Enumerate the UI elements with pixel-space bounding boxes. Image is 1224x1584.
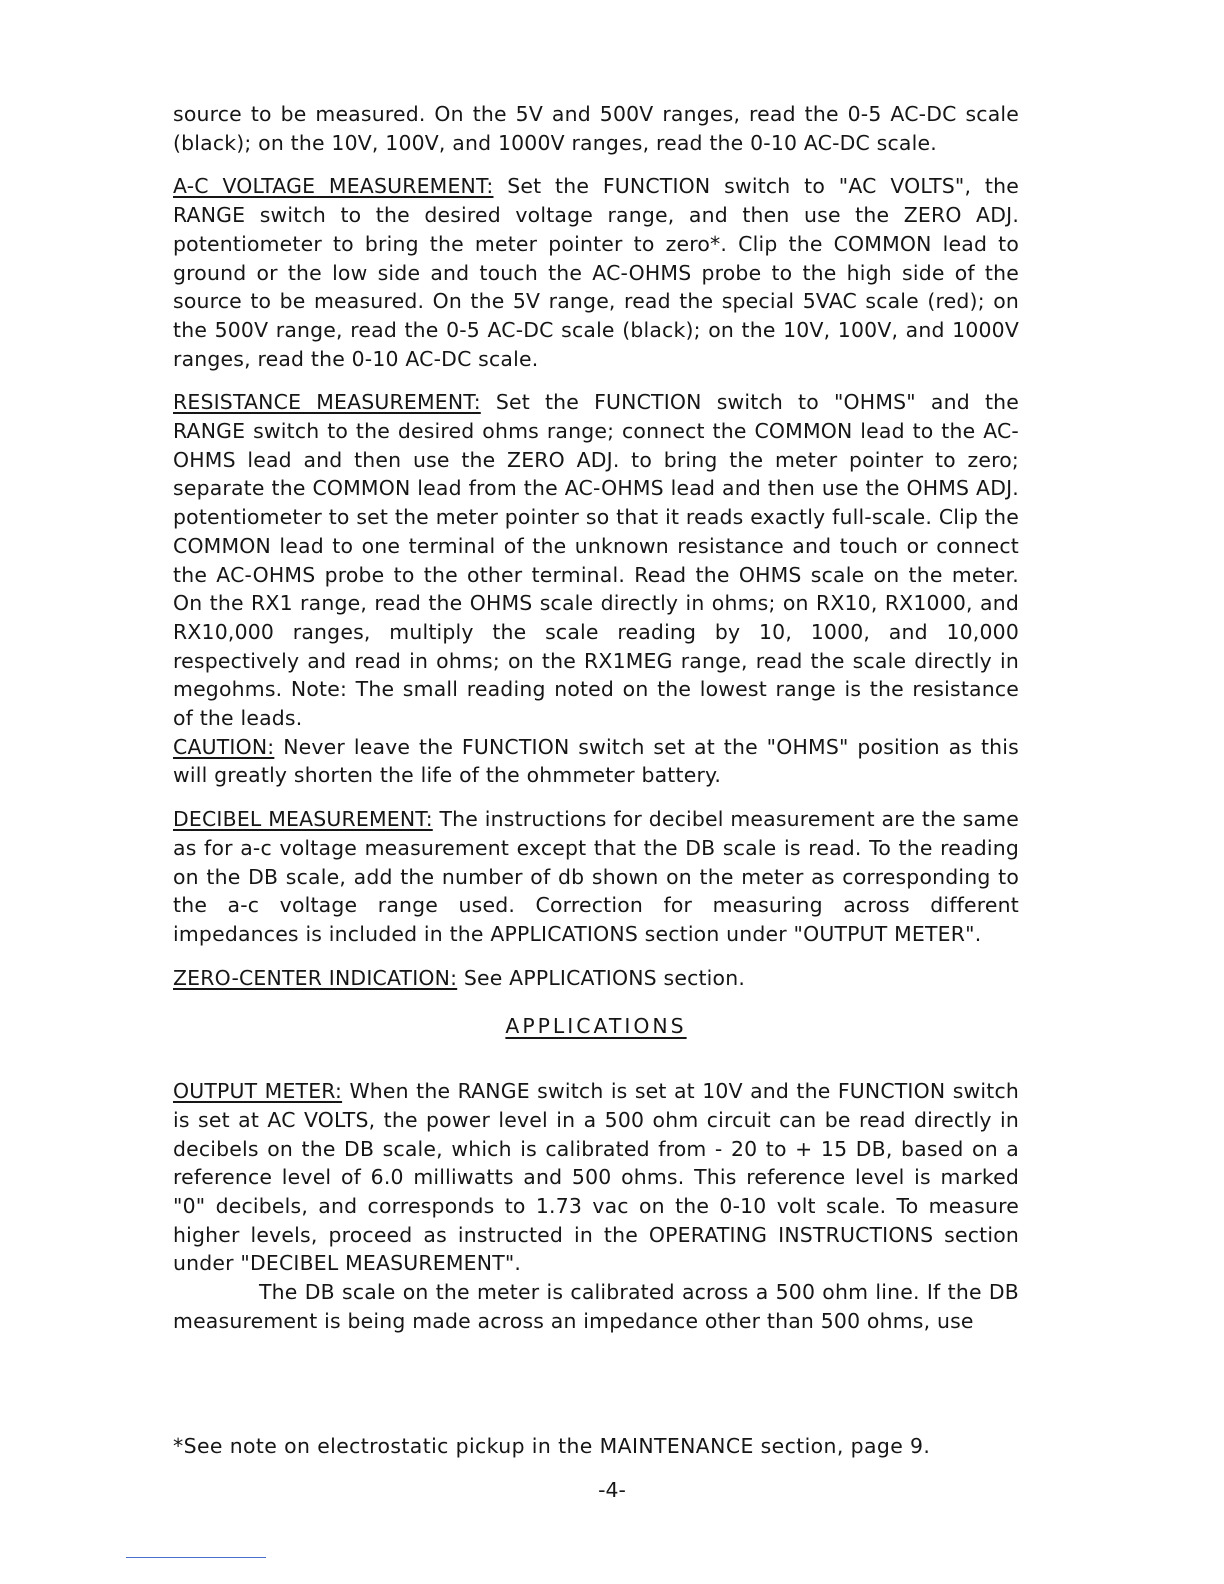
intro-paragraph <box>173 100 1019 157</box>
footnote: *See note on electrostatic pickup in the MAINTENANCE section, page 9. <box>173 1434 931 1458</box>
applications-title: APPLICATIONS <box>505 1014 687 1039</box>
zero-center-text: See APPLICATIONS section. <box>457 965 746 990</box>
caution-heading: CAUTION: <box>173 734 275 759</box>
resistance-paragraph <box>173 388 1019 732</box>
resistance-text: Set the FUNCTION switch to "OHMS" and the RANGE switch to the desired ohms range; connect the COMMON lead to the AC-OHMS lead and then use the ZERO ADJ. to bring the meter pointer to zero; separate the COMMON lead from the AC-OHMS lead and then use the OHMS ADJ. potentiometer to set the meter pointer so that it reads exactly full-scale. Clip the COMMON lead to one terminal of the unknown resistance and touch or connect the AC-OHMS probe to the other terminal. Read the OHMS scale on the meter. On the RX1 range, read the OHMS scale directly in ohms; on RX10, RX1000, and RX10,000 ranges, multiply the scale reading by 10, 1000, and 10,000 respectively and read in ohms; on the RX1MEG range, read the scale directly in megohms. Note: The small reading noted on the lowest range is the resistance of the leads. <box>173 390 1020 731</box>
db-scale-paragraph <box>173 1278 1019 1335</box>
caution-paragraph <box>173 733 1019 790</box>
decibel-heading: DECIBEL MEASUREMENT: <box>173 807 433 832</box>
ac-voltage-paragraph <box>173 172 1019 373</box>
resistance-heading: RESISTANCE MEASUREMENT: <box>173 390 481 415</box>
decibel-paragraph <box>173 805 1019 949</box>
decibel-text: The instructions for decibel measurement are the same as for a-c voltage measurement except that the DB scale is read. To the reading on the DB scale, add the number of db shown on the meter as corresponding to the a-c voltage range used. Correction for measuring across different impedances is included in the APPLICATIONS section under "OUTPUT METER". <box>173 807 1019 946</box>
ac-voltage-text: Set the FUNCTION switch to "AC VOLTS", the RANGE switch to the desired voltage range, and then use the ZERO ADJ. potentiometer to bring the meter pointer to zero*. Clip the COMMON lead to ground or the low side and touch the AC-OHMS probe to the high side of the source to be measured. On the 5V range, read the special 5VAC scale (red); on the 500V range, read the 0-5 AC-DC scale (black); on the 10V, 100V, and 1000V ranges, read the 0-10 AC-DC scale. <box>173 174 1019 371</box>
zero-center-paragraph <box>173 964 1019 993</box>
intro-text: source to be measured. On the 5V and 500V ranges, read the 0-5 AC-DC scale (black); on the 10V, 100V, and 1000V ranges, read the 0-10 AC-DC scale. <box>173 102 1019 155</box>
page-number: -4- <box>598 1478 626 1502</box>
caution-text: Never leave the FUNCTION switch set at the "OHMS" position as this will greatly shorten the life of the ohmmeter battery. <box>173 734 1019 788</box>
output-meter-text: When the RANGE switch is set at 10V and the FUNCTION switch is set at AC VOLTS, the power level in a 500 ohm circuit can be read directly in decibels on the DB scale, which is calibrated from - 20 to + 15 DB, based on a reference level of 6.0 milliwatts and 500 ohms. This reference level is marked "0" decibels, and corresponds to 1.73 vac on the 0-10 volt scale. To measure higher levels, proceed as instructed in the OPERATING INSTRUCTIONS section under "DECIBEL MEASUREMENT". <box>173 1079 1019 1276</box>
zero-center-heading: ZERO-CENTER INDICATION: <box>173 965 458 990</box>
output-meter-heading: OUTPUT METER: <box>173 1079 343 1104</box>
ac-voltage-heading: A-C VOLTAGE MEASUREMENT: <box>173 174 494 199</box>
footer-rule <box>126 1557 266 1558</box>
document-body <box>173 100 1019 1350</box>
db-scale-text: The DB scale on the meter is calibrated across a 500 ohm line. If the DB measurement is being made across an impedance other than 500 ohms, use <box>173 1280 1019 1333</box>
output-meter-paragraph <box>173 1077 1019 1278</box>
